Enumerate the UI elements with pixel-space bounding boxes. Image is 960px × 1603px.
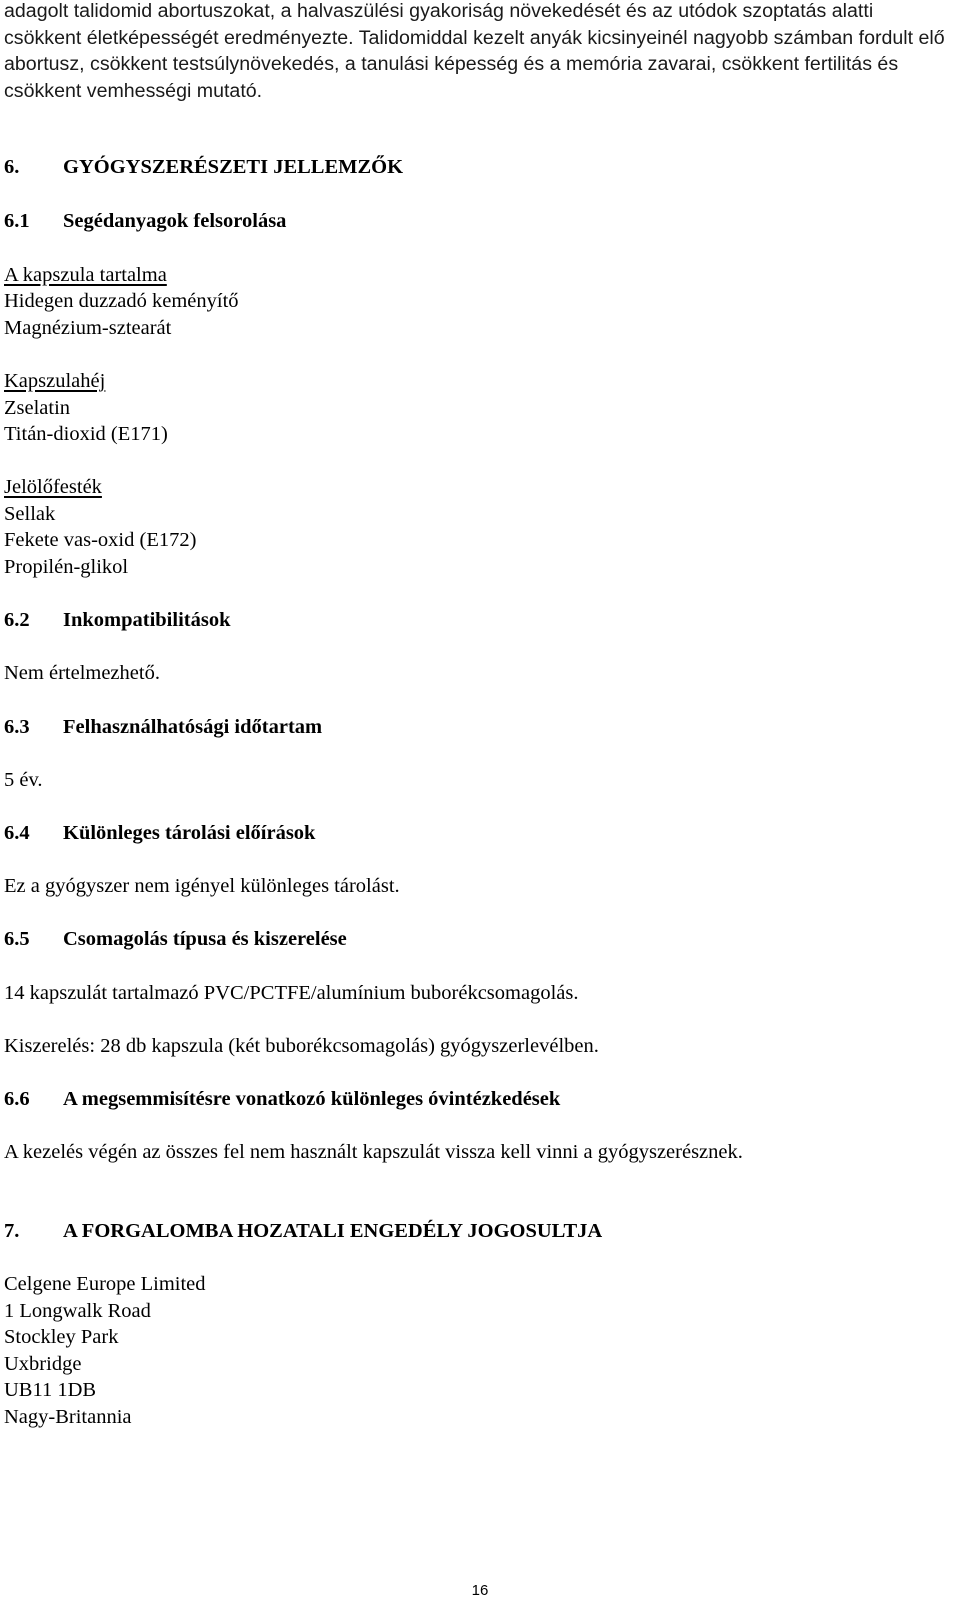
section-6-2-number: 6.2 bbox=[4, 609, 30, 631]
section-7-title: A FORGALOMBA HOZATALI ENGEDÉLY JOGOSULTJA bbox=[63, 1220, 603, 1242]
section-6-4-number: 6.4 bbox=[4, 822, 30, 844]
section-6-6-text: A kezelés végén az összes fel nem használt kapszulát vissza kell vinni a gyógyszerésznek. bbox=[4, 1141, 743, 1163]
address-line: 1 Longwalk Road bbox=[4, 1300, 151, 1322]
section-6-6-title: A megsemmisítésre vonatkozó különleges óvintézkedések bbox=[63, 1088, 561, 1110]
section-6-2-title: Inkompatibilitások bbox=[63, 609, 231, 631]
section-6-heading bbox=[4, 156, 403, 179]
section-6-5-text-1: 14 kapszulát tartalmazó PVC/PCTFE/alumínium buborékcsomagolás. bbox=[4, 982, 579, 1004]
section-6-4-heading bbox=[4, 822, 315, 845]
section-6-2-text: Nem értelmezhető. bbox=[4, 662, 160, 684]
section-6-1-heading bbox=[4, 210, 286, 233]
section-7-heading bbox=[4, 1220, 602, 1243]
address-line: Celgene Europe Limited bbox=[4, 1273, 206, 1295]
capsule-contents-item: Magnézium-sztearát bbox=[4, 317, 172, 339]
section-6-4-text: Ez a gyógyszer nem igényel különleges tárolást. bbox=[4, 875, 400, 897]
address-line: Uxbridge bbox=[4, 1353, 82, 1375]
section-7-number: 7. bbox=[4, 1220, 20, 1242]
section-6-5-text-2: Kiszerelés: 28 db kapszula (két buborékcsomagolás) gyógyszerlevélben. bbox=[4, 1035, 599, 1057]
section-6-number: 6. bbox=[4, 156, 20, 178]
section-6-4-title: Különleges tárolási előírások bbox=[63, 822, 316, 844]
ink-heading: Jelölőfesték bbox=[4, 476, 102, 498]
section-6-3-heading bbox=[4, 716, 322, 739]
section-6-5-number: 6.5 bbox=[4, 928, 30, 950]
ink-item: Sellak bbox=[4, 503, 56, 525]
address-line: Nagy-Britannia bbox=[4, 1406, 132, 1428]
capsule-shell-heading: Kapszulahéj bbox=[4, 370, 106, 392]
address-line: Stockley Park bbox=[4, 1326, 119, 1348]
page-number: 16 bbox=[471, 1582, 489, 1599]
intro-paragraph: adagolt talidomid abortuszokat, a halvaszülési gyakoriság növekedését és az utódok szoptatás alatti csökkent életképességét eredményezte. Talidomiddal kezelt anyák kicsinyeinél nagyobb számban fordult elő abortusz, csökkent testsúlynövekedés, a tanulási képesség és a memória zavarai, csökkent fertilitás és csökkent vemhességi mutató. bbox=[4, 0, 945, 103]
section-6-3-number: 6.3 bbox=[4, 716, 30, 738]
section-6-6-heading bbox=[4, 1088, 560, 1111]
ink-item: Propilén-glikol bbox=[4, 556, 129, 578]
section-6-5-heading bbox=[4, 928, 347, 951]
section-6-3-text: 5 év. bbox=[4, 769, 43, 791]
capsule-shell-item: Zselatin bbox=[4, 397, 71, 419]
section-6-3-title: Felhasználhatósági időtartam bbox=[63, 716, 323, 738]
address-line: UB11 1DB bbox=[4, 1379, 97, 1401]
section-6-5-title: Csomagolás típusa és kiszerelése bbox=[63, 928, 347, 950]
section-6-1-number: 6.1 bbox=[4, 210, 30, 232]
section-6-1-title: Segédanyagok felsorolása bbox=[63, 210, 287, 232]
capsule-contents-item: Hidegen duzzadó keményítő bbox=[4, 290, 239, 312]
section-6-6-number: 6.6 bbox=[4, 1088, 30, 1110]
ink-item: Fekete vas-oxid (E172) bbox=[4, 529, 197, 551]
capsule-contents-heading: A kapszula tartalma bbox=[4, 264, 167, 286]
capsule-shell-item: Titán-dioxid (E171) bbox=[4, 423, 168, 445]
section-6-title: GYÓGYSZERÉSZETI JELLEMZŐK bbox=[63, 156, 404, 178]
section-6-2-heading bbox=[4, 609, 230, 632]
